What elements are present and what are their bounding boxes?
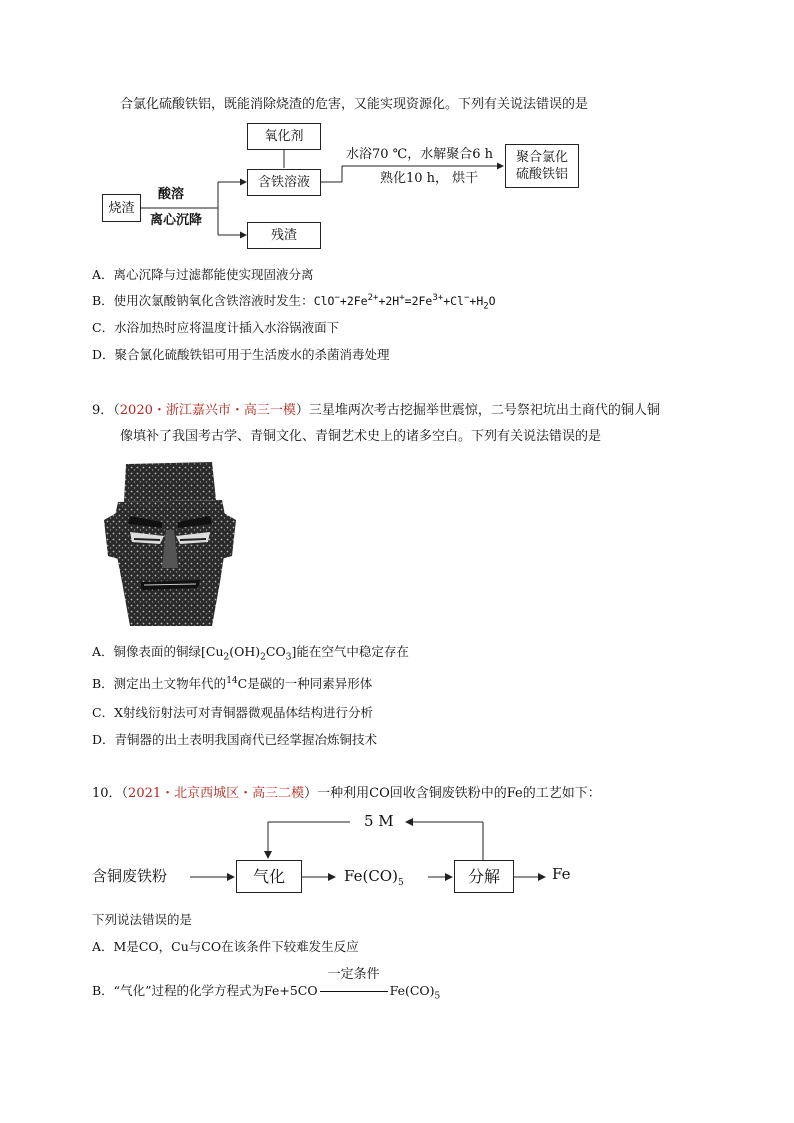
q8-stem: 合氯化硫酸铁铝，既能消除烧渣的危害，又能实现资源化。下列有关说法错误的是 xyxy=(120,97,589,112)
q9-option-d: D．青铜器的出土表明我国商代已经掌握冶炼铜技术 xyxy=(92,732,378,747)
q10-source: 2021・北京西城区・高三二模 xyxy=(128,786,305,801)
q9-option-c: C．X射线衍射法可对青铜器微观晶体结构进行分析 xyxy=(92,705,373,720)
q10-option-b: B．“气化”过程的化学方程式为Fe+5CO 一定条件 $Fe(CO)_5$ xyxy=(92,967,441,1002)
node-gasify: 气化 xyxy=(236,860,302,893)
q9-stem-line1: 9．（2020・浙江嘉兴市・高三一模）三星堆两次考古挖掘举世震惊，二号祭祀坑出土商代的铜人铜 xyxy=(92,403,660,418)
q10-stem: 10．（2021・北京西城区・高三二模）一种利用CO回收含铜废铁粉中的Fe的工艺如下： xyxy=(92,786,601,801)
q8-option-c: C．水浴加热时应将温度计插入水浴锅液面下 xyxy=(92,320,340,335)
q8-option-d: D．聚合氯化硫酸铁铝可用于生活废水的杀菌消毒处理 xyxy=(92,347,390,362)
label-centrifugal-settle: 离心沉降 xyxy=(150,213,203,228)
node-iron-output: Fe xyxy=(552,865,571,883)
q9-source: 2020・浙江嘉兴市・高三一模 xyxy=(119,403,296,418)
q10-question: 下列说法错误的是 xyxy=(92,912,193,927)
q9-option-a: A．铜像表面的铜绿$[Cu_2(OH)_2CO_3]$能在空气中稳定存在 xyxy=(92,644,409,663)
label-acid-dissolve: 酸溶 xyxy=(158,187,185,202)
q8-option-a: A．离心沉降与过滤都能使实现固液分离 xyxy=(92,267,314,282)
reaction-condition: 一定条件 xyxy=(327,967,380,982)
node-sintering-slag: 烧渣 xyxy=(102,194,141,222)
node-residue: 残渣 xyxy=(247,222,321,249)
node-oxidant: 氧化剂 xyxy=(247,123,321,150)
label-condition-top: 水浴70 ℃，水解聚合6 h xyxy=(346,147,493,162)
q10-option-a: A．M是CO，Cu与CO在该条件下较难发生反应 xyxy=(92,939,359,954)
q9-stem-line2: 像填补了我国考古学、青铜文化、青铜艺术史上的诸多空白。下列有关说法错误的是 xyxy=(120,429,602,444)
q8-option-b: B．使用次氯酸钠氧化含铁溶液时发生：$ClO^-+2Fe^{2+}+2H^+=2Fe^{3+}+Cl^-+H_2O$ xyxy=(92,293,496,312)
node-iron-pentacarbonyl: $Fe(CO)_5$ xyxy=(344,867,404,888)
node-decompose: 分解 xyxy=(454,860,514,893)
node-iron-solution: 含铁溶液 xyxy=(247,169,321,196)
label-condition-bottom: 熟化10 h， 烘干 xyxy=(380,171,479,186)
q9-option-b: B．测定出土文物年代的$^{14}$C是碳的一种同素异形体 xyxy=(92,675,373,691)
product-line1: 聚合氯化 xyxy=(515,150,568,165)
product-line2: 硫酸铁铝 xyxy=(515,167,568,182)
label-recycle-5m: 5 M xyxy=(364,812,394,830)
node-copper-iron-powder: 含铜废铁粉 xyxy=(92,867,168,885)
